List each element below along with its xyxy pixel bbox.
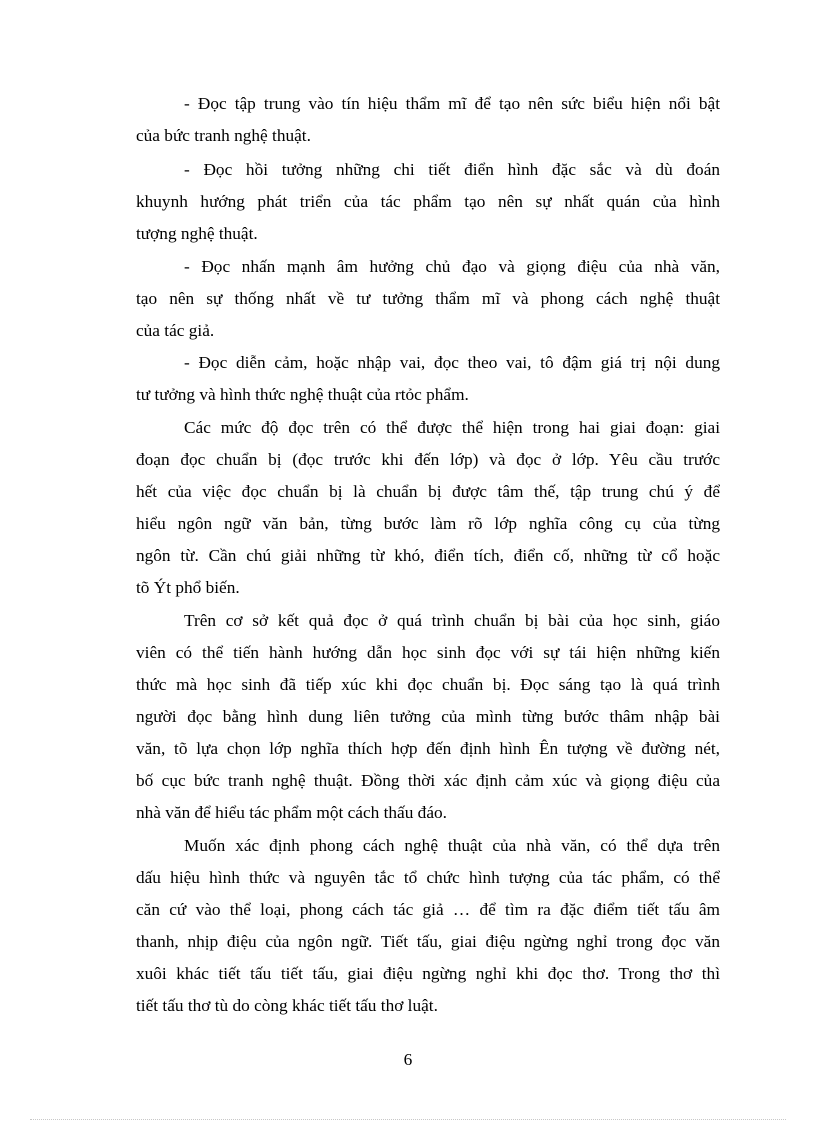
- text-line: Trên cơ sở kết quả đọc ở quá trình chuẩn bị bài của học sinh, giáo: [184, 611, 720, 630]
- text-line: - Đọc hồi tưởng những chi tiết điển hình đặc sắc và dù đoán: [184, 160, 720, 179]
- text-line: đoạn đọc chuẩn bị (đọc trước khi đến lớp) và đọc ở lớp. Yêu cầu trước: [136, 450, 720, 469]
- text-line: viên có thể tiến hành hướng dẫn học sinh đọc với sự tái hiện những kiến: [136, 643, 720, 662]
- text-line: tạo nên sự thống nhất về tư tưởng thẩm mĩ và phong cách nghệ thuật: [136, 289, 720, 308]
- page-number: 6: [403, 1050, 413, 1069]
- text-line: tư tưởng và hình thức nghệ thuật của rtỏc phẩm.: [136, 385, 469, 404]
- text-line: hiểu ngôn ngữ văn bản, từng bước làm rõ lớp nghĩa công cụ của từng: [136, 514, 720, 533]
- text-line: nhà văn để hiểu tác phẩm một cách thấu đáo.: [136, 803, 447, 822]
- text-line: thanh, nhịp điệu của ngôn ngữ. Tiết tấu, giai điệu ngừng nghỉ trong đọc văn: [136, 932, 720, 951]
- text-line: ngôn từ. Cần chú giải những từ khó, điển tích, điển cố, những từ cổ hoặc: [136, 546, 720, 565]
- text-line: dấu hiệu hình thức và nguyên tắc tổ chức hình tượng của tác phẩm, có thể: [136, 868, 720, 887]
- text-line: của tác giả.: [136, 321, 215, 340]
- text-line: người đọc bằng hình dung liên tưởng của mình từng bước thâm nhập bài: [136, 707, 720, 726]
- text-line: - Đọc tập trung vào tín hiệu thẩm mĩ để tạo nên sức biểu hiện nổi bật: [184, 94, 720, 113]
- text-line: xuôi khác tiết tấu tiết tấu, giai điệu ngừng nghỉ khi đọc thơ. Trong thơ thì: [136, 964, 720, 983]
- text-line: tượng nghệ thuật.: [136, 224, 258, 243]
- text-line: của bức tranh nghệ thuật.: [136, 126, 311, 145]
- text-line: khuynh hướng phát triển của tác phẩm tạo nên sự nhất quán của hình: [136, 192, 720, 211]
- text-line: tõ Ýt phổ biến.: [136, 578, 240, 597]
- text-line: Các mức độ đọc trên có thể được thể hiện trong hai giai đoạn: giai: [184, 418, 720, 437]
- text-line: hết của việc đọc chuẩn bị là chuẩn bị được tâm thế, tập trung chú ý để: [136, 482, 720, 501]
- text-line: văn, tõ lựa chọn lớp nghĩa thích hợp đến định hình Ên tượng về đường nét,: [136, 739, 720, 758]
- text-line: - Đọc nhấn mạnh âm hưởng chủ đạo và giọng điệu của nhà văn,: [184, 257, 720, 276]
- page-bottom-divider: [30, 1119, 786, 1120]
- text-line: căn cứ vào thể loại, phong cách tác giả … để tìm ra đặc điểm tiết tấu âm: [136, 900, 720, 919]
- text-line: thức mà học sinh đã tiếp xúc khi đọc chuẩn bị. Đọc sáng tạo là quá trình: [136, 675, 720, 694]
- text-line: - Đọc diễn cảm, hoặc nhập vai, đọc theo vai, tô đậm giá trị nội dung: [184, 353, 720, 372]
- text-line: Muốn xác định phong cách nghệ thuật của nhà văn, có thể dựa trên: [184, 836, 720, 855]
- text-line: bố cục bức tranh nghệ thuật. Đồng thời xác định cảm xúc và giọng điệu của: [136, 771, 720, 790]
- text-line: tiết tấu thơ tù do còng khác tiết tấu thơ luật.: [136, 996, 438, 1015]
